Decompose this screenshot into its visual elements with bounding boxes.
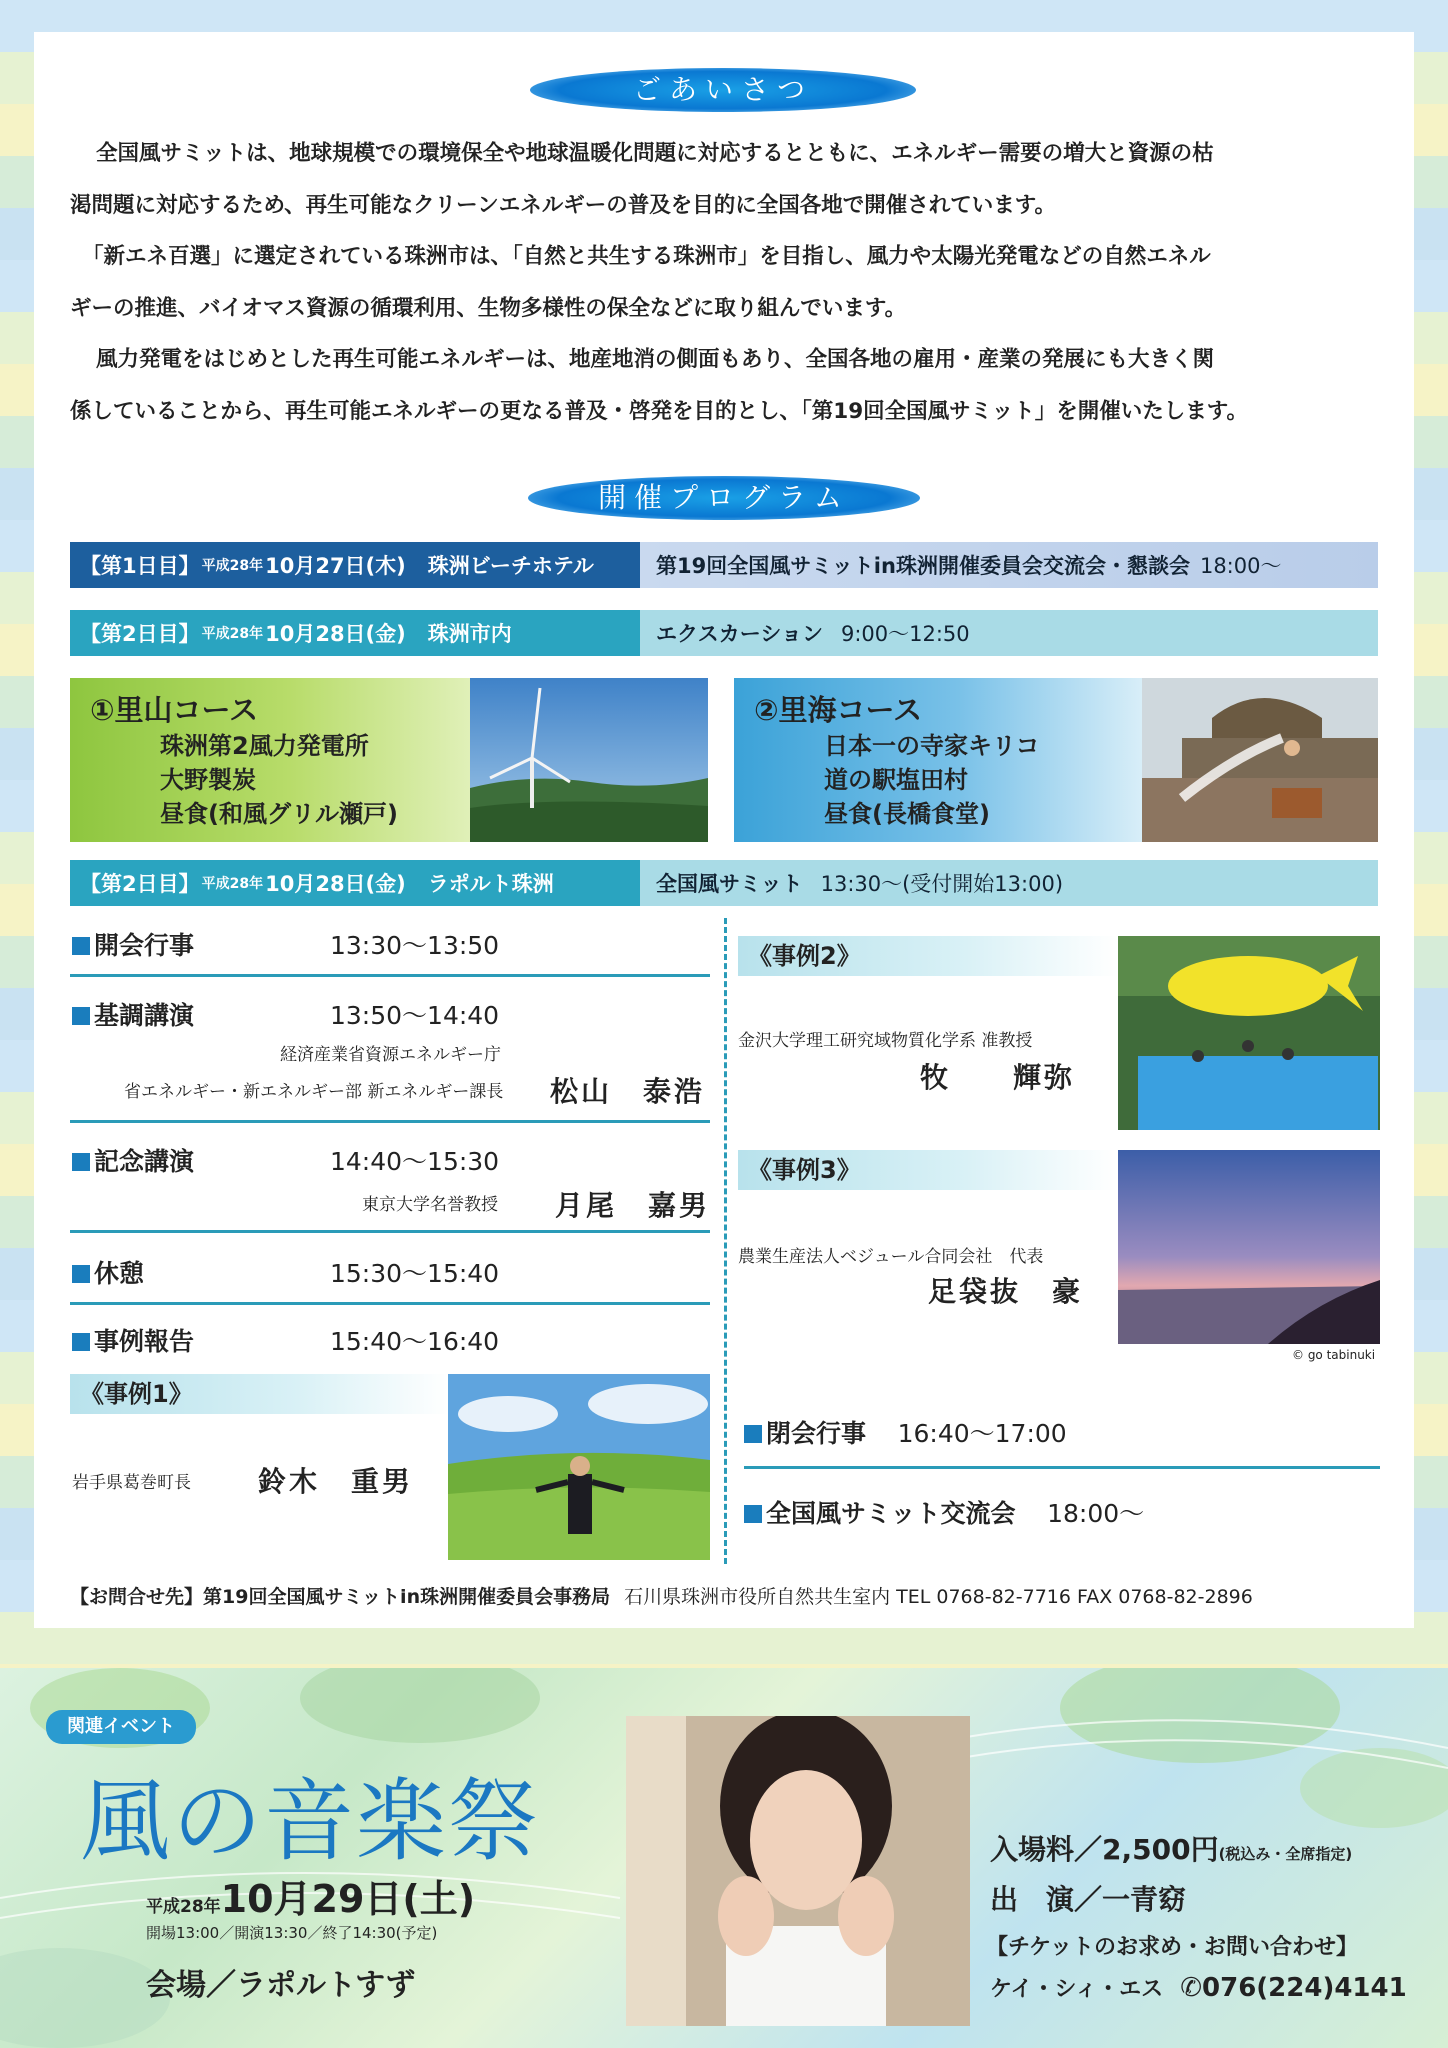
day1-event-name: 第19回全国風サミットin珠洲開催委員会交流会・懇談会 xyxy=(656,554,1190,578)
report-time: 15:40〜16:40 xyxy=(330,1327,500,1356)
related-event-badge: 関連イベント xyxy=(46,1710,196,1744)
greeting-p1b: 渇問題に対応するため、再生可能なクリーンエネルギーの普及を目的に全国各地で開催されています。 xyxy=(70,192,1056,218)
phone-icon: ✆ xyxy=(1180,1973,1203,2003)
day1-label xyxy=(70,542,640,588)
wind-turbine-photo xyxy=(470,678,708,842)
square-bullet-icon xyxy=(72,1333,90,1351)
course2-item: 日本一の寺家キリコ xyxy=(824,732,1040,760)
closing-time: 16:40〜17:00 xyxy=(897,1419,1067,1448)
sunset-coast-photo xyxy=(1118,1150,1380,1344)
contact-line xyxy=(70,1582,1253,1609)
exchange-time: 18:00〜 xyxy=(1047,1499,1145,1528)
square-bullet-icon xyxy=(72,937,90,955)
square-bullet-icon xyxy=(72,1007,90,1025)
day2b-place: ラポルト珠洲 xyxy=(427,872,554,896)
memorial-row xyxy=(72,1142,712,1178)
balloon-photo xyxy=(1118,936,1380,1130)
contact-head: 【お問合せ先】第19回全国風サミットin珠洲開催委員会事務局 xyxy=(70,1586,611,1608)
festival-title: 風の音楽祭 xyxy=(80,1769,540,1874)
course2-title: ②里海コース xyxy=(754,693,923,727)
open-ceremony-row xyxy=(72,926,712,962)
performer-photo xyxy=(626,1716,970,2026)
case2-speaker: 牧 輝弥 xyxy=(920,1061,1076,1094)
festival-venue: 会場／ラポルトすず xyxy=(146,1968,416,2003)
festival-times: 開場13:00／開演13:30／終了14:30(予定) xyxy=(146,1924,438,1942)
photo-credit: © go tabinuki xyxy=(1292,1348,1376,1362)
day1-time: 18:00〜 xyxy=(1199,554,1282,578)
day1-bar xyxy=(70,542,1378,588)
keynote-row xyxy=(72,996,712,1032)
festival-fee xyxy=(990,1828,1352,1868)
square-bullet-icon xyxy=(744,1425,762,1443)
day1-event xyxy=(640,542,1378,588)
ticket-info: 【チケットのお求め・お問い合わせ】 xyxy=(986,1935,1359,1960)
day2b-bar xyxy=(70,860,1378,906)
case3-speaker: 足袋抜 豪 xyxy=(928,1275,1084,1308)
fee-note: (税込み・全席指定) xyxy=(1218,1845,1353,1863)
closing-label: 閉会行事 xyxy=(766,1419,867,1448)
open-label: 開会行事 xyxy=(94,931,195,960)
course1-box xyxy=(70,678,470,842)
festival-date xyxy=(146,1868,475,1923)
day2b-tag: 【第2日目】 xyxy=(80,872,200,896)
keynote-time: 13:50〜14:40 xyxy=(330,1001,500,1030)
festival-date-value: 10月29日(土) xyxy=(220,1877,476,1921)
festival-performer: 出 演／一青窈 xyxy=(990,1883,1187,1916)
exchange-label: 全国風サミット交流会 xyxy=(766,1499,1016,1528)
exchange-row xyxy=(744,1494,1384,1530)
closing-row xyxy=(744,1414,1384,1450)
greeting-p1a: 全国風サミットは、地球規模での環境保全や地球温暖化問題に対応するとともに、エネルギー需要の増大と資源の枯 xyxy=(96,141,1214,166)
report-row xyxy=(72,1322,712,1358)
music-festival-banner xyxy=(0,1668,1448,2048)
rest-time: 15:30〜15:40 xyxy=(330,1259,500,1288)
memorial-speaker: 月尾 嘉男 xyxy=(555,1189,711,1222)
course2-item: 道の駅塩田村 xyxy=(824,766,968,794)
keynote-label: 基調講演 xyxy=(94,1001,195,1030)
greeting-p3a: 風力発電をはじめとした再生可能エネルギーは、地産地消の側面もあり、全国各地の雇用・産業の発展にも大きく関 xyxy=(96,347,1215,372)
fee-value: 入場料／2,500円 xyxy=(990,1833,1219,1866)
divider xyxy=(70,1120,710,1123)
greeting-p2b: ギーの推進、バイオマス資源の循環利用、生物多様性の保全などに取り組んでいます。 xyxy=(70,295,907,321)
square-bullet-icon xyxy=(744,1505,762,1523)
memorial-affiliation: 東京大学名誉教授 xyxy=(362,1195,498,1215)
case3-affiliation: 農業生産法人ベジュール合同会社 代表 xyxy=(738,1247,1044,1267)
day2a-event-name: エクスカーション xyxy=(656,622,823,646)
mayor-field-photo xyxy=(448,1374,710,1560)
day2a-place: 珠洲市内 xyxy=(427,622,512,646)
day2b-era: 平成28年 xyxy=(201,876,264,892)
day2a-bar xyxy=(70,610,1378,656)
greeting-title: ごあいさつ xyxy=(530,68,916,112)
contact-body: 石川県珠洲市役所自然共生室内 TEL 0768-82-7716 FAX 0768-82-2896 xyxy=(624,1586,1253,1608)
course1-item: 珠洲第2風力発電所 xyxy=(160,732,369,760)
case2-header: 《事例2》 xyxy=(738,936,1118,976)
festival-era: 平成28年 xyxy=(146,1897,221,1917)
day2a-time: 9:00〜12:50 xyxy=(840,622,970,646)
square-bullet-icon xyxy=(72,1265,90,1283)
day2a-date: 10月28日(金) xyxy=(265,622,406,646)
day2b-event xyxy=(640,860,1378,906)
salt-field-photo xyxy=(1142,678,1378,842)
course2-item: 昼食(長橋食堂) xyxy=(824,800,990,828)
divider xyxy=(70,1302,710,1305)
agency-name: ケイ・シィ・エス xyxy=(990,1977,1164,2002)
course2-box xyxy=(734,678,1142,842)
case3-header: 《事例3》 xyxy=(738,1150,1118,1190)
keynote-affiliation: 経済産業省資源エネルギー庁 xyxy=(280,1045,501,1065)
greeting-text xyxy=(70,128,1390,437)
day2b-label xyxy=(70,860,640,906)
keynote-speaker: 松山 泰浩 xyxy=(550,1075,706,1108)
day2a-tag: 【第2日目】 xyxy=(80,622,200,646)
memorial-time: 14:40〜15:30 xyxy=(330,1147,500,1176)
day1-place: 珠洲ビーチホテル xyxy=(427,554,594,578)
greeting-p3b: 係していることから、再生可能エネルギーの更なる普及・啓発を目的とし、「第19回全国風サミット」を開催いたします。 xyxy=(70,398,1249,424)
phone-number[interactable]: 076(224)4141 xyxy=(1202,1973,1407,2003)
day2b-event-name: 全国風サミット xyxy=(656,872,803,896)
case2-affiliation: 金沢大学理工研究域物質化学系 准教授 xyxy=(738,1031,1033,1051)
memorial-label: 記念講演 xyxy=(94,1147,195,1176)
program-title: 開催プログラム xyxy=(528,476,920,520)
rest-row xyxy=(72,1254,712,1290)
day2a-era: 平成28年 xyxy=(201,626,264,642)
course1-item: 昼食(和風グリル瀬戸) xyxy=(160,800,398,828)
greeting-p2a: 「新エネ百選」に選定されている珠洲市は、「自然と共生する珠洲市」を目指し、風力や太陽光発電などの自然エネル xyxy=(82,244,1211,269)
course1-item: 大野製炭 xyxy=(160,766,256,794)
case1-header: 《事例1》 xyxy=(70,1374,450,1414)
divider xyxy=(70,1230,710,1233)
report-label: 事例報告 xyxy=(94,1327,195,1356)
divider xyxy=(744,1466,1380,1469)
divider xyxy=(70,974,710,977)
day1-tag: 【第1日目】 xyxy=(80,554,200,578)
keynote-department: 省エネルギー・新エネルギー部 新エネルギー課長 xyxy=(124,1082,504,1102)
course1-title: ①里山コース xyxy=(90,693,259,727)
case1-speaker: 鈴木 重男 xyxy=(258,1465,414,1498)
day2a-event xyxy=(640,610,1378,656)
day1-era: 平成28年 xyxy=(201,558,264,574)
case1-affiliation: 岩手県葛巻町長 xyxy=(72,1473,191,1493)
day2b-date: 10月28日(金) xyxy=(265,872,406,896)
open-time: 13:30〜13:50 xyxy=(330,931,500,960)
square-bullet-icon xyxy=(72,1153,90,1171)
rest-label: 休憩 xyxy=(94,1259,145,1288)
day2b-time: 13:30〜(受付開始13:00) xyxy=(820,872,1064,896)
day2a-label xyxy=(70,610,640,656)
day1-date: 10月27日(木) xyxy=(265,554,406,578)
ticket-agency xyxy=(990,1972,1407,2003)
column-divider xyxy=(724,918,727,1564)
